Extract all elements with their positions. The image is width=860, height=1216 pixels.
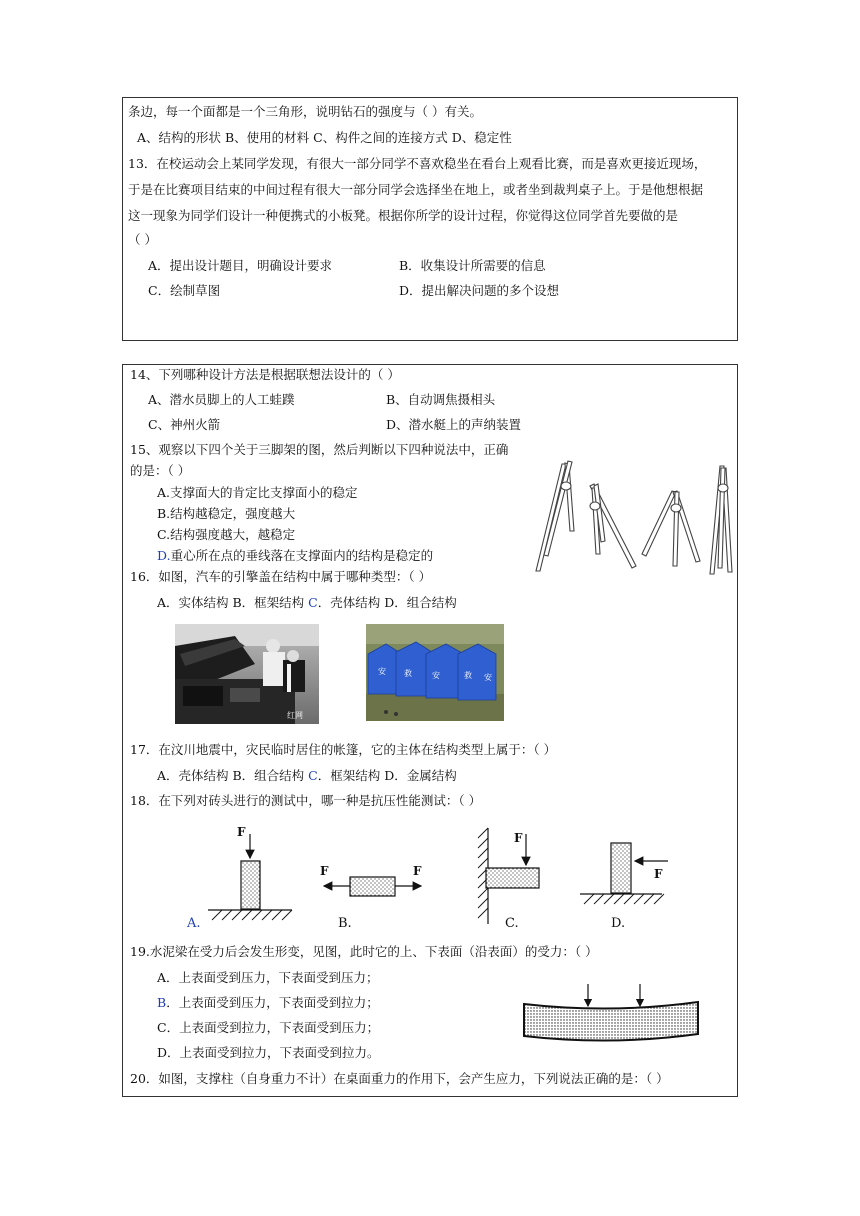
q14-option-c: C、神州火箭 — [148, 417, 221, 432]
q19-option-c: C．上表面受到拉力，下表面受到压力； — [157, 1020, 380, 1035]
q15-option-d-letter: D. — [157, 548, 171, 563]
tent-label-2: 救 — [404, 669, 412, 678]
q19-option-b-text: ．上表面受到压力，下表面受到拉力； — [166, 995, 379, 1010]
q17-options-rest: ．框架结构 D．金属结构 — [317, 768, 457, 783]
q17-stem: 17．在汶川地震中，灾民临时居住的帐篷，它的主体在结构类型上属于：（ ） — [130, 742, 557, 757]
tent-label-1: 安 — [378, 667, 386, 676]
q15-option-b: B.结构越稳定，强度越大 — [157, 506, 296, 521]
brick-test-figure — [170, 822, 690, 934]
test-c — [478, 828, 539, 924]
tripod-4 — [710, 466, 732, 574]
q19-option-a: A．上表面受到压力，下表面受到压力； — [157, 970, 379, 985]
force-label-b-right: F — [413, 864, 422, 878]
q13-option-c: C．绘制草图 — [148, 283, 221, 298]
q15-option-a: A.支撑面大的肯定比支撑面小的稳定 — [157, 485, 358, 500]
q17-option-c-letter: C — [308, 768, 318, 783]
car-engine-photo — [175, 624, 319, 724]
q13-stem-line3: 这一现象为同学们设计一种便携式的小板凳。根据你所学的设计过程，你觉得这位同学首先要做的是 — [128, 208, 679, 223]
q14-option-d: D、潜水艇上的声纳装置 — [386, 417, 522, 432]
q14-stem: 14、下列哪种设计方法是根据联想法设计的（ ） — [130, 367, 400, 382]
test-label-a: A. — [187, 916, 201, 931]
q14-option-a: A、潜水员脚上的人工蛙蹼 — [148, 392, 295, 407]
q17-options — [157, 768, 457, 784]
test-label-d: D. — [611, 916, 626, 931]
q19-stem: 19.水泥梁在受力后会发生形变，见图，此时它的上、下表面（沿表面）的受力：（ ） — [130, 944, 598, 959]
force-label-b-left: F — [320, 864, 329, 878]
q19-option-d: D．上表面受到拉力，下表面受到拉力。 — [157, 1045, 380, 1060]
tent-label-5: 安 — [484, 673, 492, 682]
photo-watermark: 红网 — [287, 711, 303, 720]
tripod-figure — [532, 456, 742, 586]
force-label-a: F — [237, 825, 246, 839]
q13-stem-line1: 13．在校运动会上某同学发现，有很大一部分同学不喜欢稳坐在看台上观看比赛，而是喜欢更接近现场， — [128, 156, 707, 171]
q16-options-ab: A．实体结构 B．框架结构 — [157, 595, 309, 610]
test-label-c: C. — [505, 916, 519, 931]
q12-stem-continued: 条边，每一个面都是一个三角形，说明钻石的强度与（ ）有关。 — [128, 104, 482, 119]
tripod-2 — [590, 484, 636, 568]
concrete-beam-figure — [518, 980, 704, 1048]
test-b — [324, 877, 421, 896]
q13-option-d: D．提出解决问题的多个设想 — [399, 283, 560, 298]
tents-photo — [366, 624, 504, 721]
q15-stem-line1: 15、观察以下四个关于三脚架的图，然后判断以下四种说法中，正确 — [130, 442, 509, 457]
force-label-d: F — [654, 867, 663, 881]
q13-stem-line2: 于是在比赛项目结束的中间过程有很大一部分同学会选择坐在地上，或者坐到裁判桌子上。于是他想根据 — [128, 182, 704, 197]
q15-option-c: C.结构强度越大，越稳定 — [157, 527, 296, 542]
q16-options-rest: ．壳体结构 D．组合结构 — [317, 595, 457, 610]
tent-label-3: 安 — [432, 671, 440, 680]
q13-option-a: A．提出设计题目，明确设计要求 — [148, 258, 333, 273]
q19-option-b-letter: B — [157, 995, 167, 1010]
tent-label-4: 救 — [464, 671, 472, 680]
q15-option-d — [157, 548, 433, 564]
q14-option-b: B、自动调焦摄相头 — [386, 392, 496, 407]
q13-stem-line4: （ ） — [128, 232, 157, 247]
test-a — [208, 834, 292, 920]
q17-options-ab: A．壳体结构 B．组合结构 — [157, 768, 309, 783]
q16-stem: 16．如图，汽车的引擎盖在结构中属于哪种类型：（ ） — [130, 569, 432, 584]
q20-stem: 20．如图，支撑柱（自身重力不计）在桌面重力的作用下，会产生应力，下列说法正确的是：（ ） — [130, 1071, 669, 1086]
q16-options — [157, 595, 457, 611]
q16-option-c-letter: C — [308, 595, 318, 610]
force-label-c: F — [514, 831, 523, 845]
q12-options: A、结构的形状 B、使用的材料 C、构件之间的连接方式 D、稳定性 — [137, 130, 512, 145]
q18-stem: 18．在下列对砖头进行的测试中，哪一种是抗压性能测试：（ ） — [130, 793, 482, 808]
tripod-1 — [536, 461, 574, 571]
test-label-b: B. — [338, 916, 352, 931]
q15-stem-line2: 的是：（ ） — [130, 463, 191, 478]
q15-option-d-text: 重心所在点的垂线落在支撑面内的结构是稳定的 — [170, 548, 434, 563]
tripod-3 — [642, 491, 700, 566]
q19-option-b — [157, 995, 379, 1011]
q13-option-b: B．收集设计所需要的信息 — [399, 258, 546, 273]
